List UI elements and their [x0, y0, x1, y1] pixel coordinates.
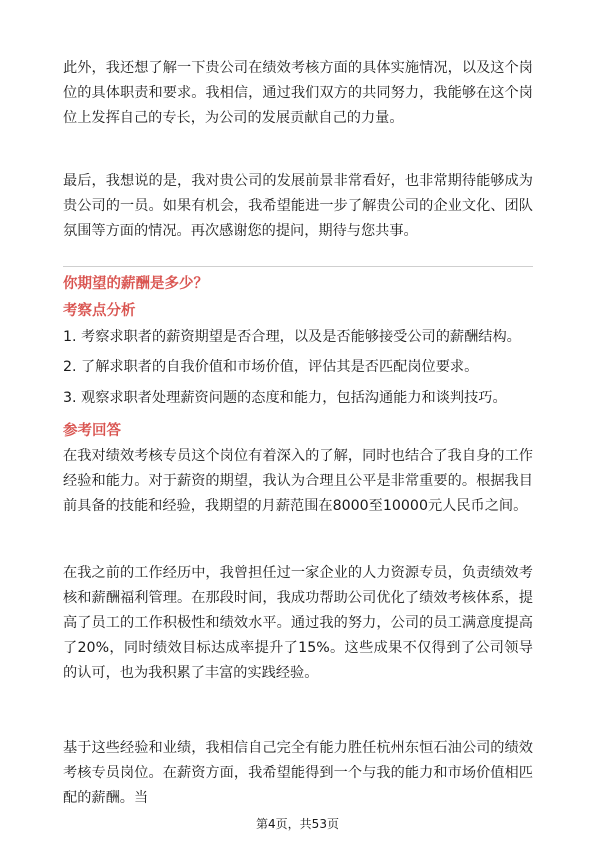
- analysis-item-1: 1. 考察求职者的薪资期望是否合理，以及是否能够接受公司的薪酬结构。: [63, 329, 521, 345]
- question-heading: 你期望的薪酬是多少？: [63, 276, 208, 292]
- analysis-title: 考察点分析: [63, 303, 136, 319]
- section-divider: [63, 266, 533, 267]
- page-footer: 第4页，共53页: [256, 817, 339, 831]
- intro-paragraph-1: 此外，我还想了解一下贵公司在绩效考核方面的具体实施情况，以及这个岗位的具体职责和要求。我相信，通过我们双方的共同努力，我能够在这个岗位上发挥自己的专长，为公司的发展贡献自己的力量。: [63, 60, 533, 126]
- answer-title: 参考回答: [63, 423, 121, 439]
- intro-paragraph-2: 最后，我想说的是，我对贵公司的发展前景非常看好，也非常期待能够成为贵公司的一员。如果有机会，我希望能进一步了解贵公司的企业文化、团队氛围等方面的情况。再次感谢您的提问，期待与您共事。: [63, 173, 533, 239]
- analysis-item-2: 2. 了解求职者的自我价值和市场价值，评估其是否匹配岗位要求。: [63, 359, 479, 375]
- answer-paragraph-1: 在我对绩效考核专员这个岗位有着深入的了解，同时也结合了我自身的工作经验和能力。对于薪资的期望，我认为合理且公平是非常重要的。根据我目前具备的技能和经验，我期望的月薪范围在8000至10000元人民币之间。: [63, 448, 533, 514]
- analysis-item-3: 3. 观察求职者处理薪资问题的态度和能力，包括沟通能力和谈判技巧。: [63, 390, 507, 406]
- answer-paragraph-2: 在我之前的工作经历中，我曾担任过一家企业的人力资源专员，负责绩效考核和薪酬福利管理。在那段时间，我成功帮助公司优化了绩效考核体系，提高了员工的工作积极性和绩效水平。通过我的努力，公司的员工满意度提高了20%，同时绩效目标达成率提升了15%。这些成果不仅得到了公司领导的认可，也为我积累了丰富的实践经验。: [63, 565, 533, 681]
- answer-paragraph-3: 基于这些经验和业绩，我相信自己完全有能力胜任杭州东恒石油公司的绩效考核专员岗位。在薪资方面，我希望能得到一个与我的能力和市场价值相匹配的薪酬。当: [63, 740, 533, 806]
